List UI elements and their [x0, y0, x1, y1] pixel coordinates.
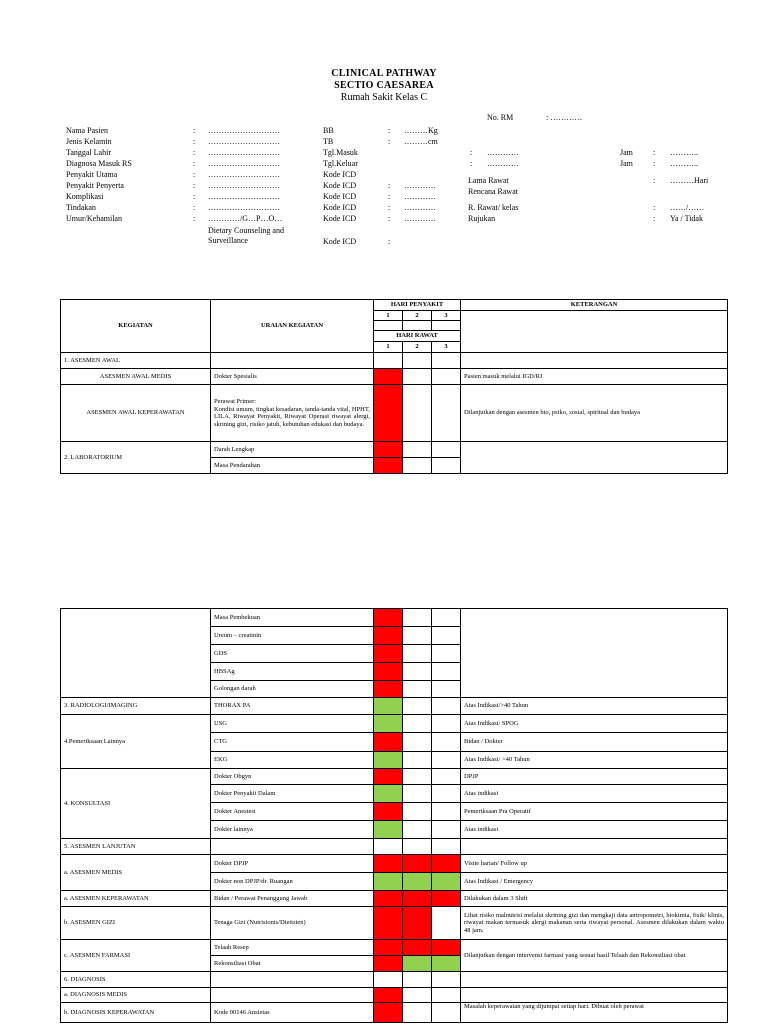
hospital-class: Rumah Sakit Kelas C [340, 92, 428, 103]
table-row [61, 609, 728, 627]
ket-ekg: Atas Indikasi/ >40 Tahun [461, 752, 728, 769]
kode-icd-label: Kode ICD [323, 214, 357, 223]
no-rm-label: No. RM [487, 113, 514, 122]
nama-pasien-field[interactable]: ……………………… [208, 126, 280, 135]
table-row [61, 769, 728, 785]
header-keterangan: KETERANGAN [461, 300, 728, 311]
masa-pendarahan: Masa Pendarahan [211, 458, 374, 474]
ureum-creatinin: Ureum – creatinin [211, 627, 374, 645]
tanggal-lahir-label: Tanggal Lahir [66, 148, 111, 157]
uraian-keperawatan [211, 385, 374, 442]
section-konsultasi: 4. KONSULTASI [61, 769, 211, 839]
penyakit-penyerta-label: Penyakit Penyerta [66, 181, 124, 190]
diagnosa-masuk-label: Diagnosa Masuk RS [66, 159, 132, 168]
pathway-table-top [60, 299, 728, 474]
day-cell-red [374, 442, 403, 458]
table-row [61, 698, 728, 715]
lama-rawat-label: Lama Rawat [468, 176, 509, 185]
kode-icd-label: Kode ICD [323, 181, 357, 190]
ket-gizi: Lihat risiko malnutrisi melalui skrining gizi dan mengkaji data antropometri, biokimia, fisik/ klinis, riwayat makan termasuk alergi makanan serta riwayat personal. Asesmen dilakukan dalam waktu 48 jam. [461, 907, 728, 940]
nama-pasien-label: Nama Pasien [66, 126, 108, 135]
ket-obgyn: DPJP [461, 769, 728, 785]
diagnosis-keperawatan: b. DIAGNOSIS KEPERAWATAN [61, 1003, 211, 1023]
umur-kehamilan-field[interactable]: …………/G…P…O… [208, 214, 283, 223]
masa-pembekuan: Masa Pembekuan [211, 609, 374, 627]
tb-label: TB [323, 137, 334, 146]
asesmen-farmasi: c. ASESMEN FARMASI [61, 940, 211, 972]
ket-bidan: Dilakukan dalam 3 Shift [461, 891, 728, 907]
dokter-non-dpjp: Dokter non DPJP/dr. Ruangan [211, 873, 374, 891]
day-3: 3 [432, 311, 461, 321]
ket-farmasi: Dilanjutkan dengan intervensi farmasi yang sesuai hasil Telaah dan Rekonsiliasi obat [461, 940, 728, 972]
table-row [61, 442, 728, 458]
jam-keluar-field[interactable]: ……….. [670, 159, 698, 168]
table-row [61, 369, 728, 385]
section-diagnosis: 6. DIAGNOSIS [61, 972, 211, 988]
tanggal-lahir-field[interactable]: ……………………… [208, 148, 280, 157]
asesmen-keperawatan: a. ASESMEN KEPERAWATAN [61, 891, 211, 907]
kode-icd-label: Kode ICD [323, 192, 357, 201]
day-cell-red [374, 458, 403, 474]
ket-anestesi: Pemeriksaan Pra Operatif [461, 803, 728, 821]
dokter-penyakit-dalam: Dokter Penyakit Dalam [211, 785, 374, 803]
document-title: CLINICAL PATHWAY [331, 68, 437, 79]
ket-thorax: Atas Indikasi/>40 Tahun [461, 698, 728, 715]
day-1: 1 [374, 342, 403, 353]
kode-icd-label: Kode ICD [323, 203, 357, 212]
section-radiologi: 3. RADIOLOGI/IMAGING [61, 698, 211, 715]
section-asesmen-awal: 1. ASESMEN AWAL [61, 353, 211, 369]
section-asesmen-lanjutan: 5. ASESMEN LANJUTAN [61, 839, 211, 855]
table-row [61, 839, 728, 855]
asesmen-awal-medis: ASESMEN AWAL MEDIS [61, 369, 211, 385]
bb-field[interactable]: ………Kg [404, 126, 438, 135]
diagnosis-medis: a. DIAGNOSIS MEDIS [61, 988, 211, 1003]
header-uraian: URAIAN KEGIATAN [211, 300, 374, 353]
header-hari-penyakit: HARI PENYAKIT [374, 300, 461, 311]
tindakan-label: Tindakan [66, 203, 96, 212]
table-row [61, 972, 728, 988]
penyakit-utama-label: Penyakit Utama [66, 170, 118, 179]
perawat-primer-label: Perawat Primer: [214, 398, 257, 405]
keterangan-medis: Pasien masuk melalui IGD/RJ [461, 369, 728, 385]
diagnosa-masuk-field[interactable]: ……………………… [208, 159, 280, 168]
kode-icd-field[interactable]: ………… [404, 181, 436, 190]
table-row [61, 385, 728, 442]
tgl-masuk-label: Tgl.Masuk [323, 148, 358, 157]
table-row [61, 1003, 728, 1023]
ket-usg: Atas Indikasi/ SPOG [461, 715, 728, 733]
table-row [61, 891, 728, 907]
komplikasi-field[interactable]: ……………………… [208, 192, 280, 201]
rujukan-field[interactable]: Ya / Tidak [670, 214, 703, 223]
asesmen-gizi: b. ASESMEN GIZI [61, 907, 211, 940]
kode-icd-field[interactable]: ………… [404, 203, 436, 212]
dokter-dpjp: Dokter DPJP [211, 855, 374, 873]
tgl-keluar-field[interactable]: ………… [487, 159, 519, 168]
jenis-kelamin-field[interactable]: ……………………… [208, 137, 280, 146]
jam-masuk-label: Jam [620, 148, 633, 157]
kode-icd-field[interactable]: ………… [404, 214, 436, 223]
table-row [61, 855, 728, 873]
gds: GDS [211, 645, 374, 663]
no-rm-value: : ………… [546, 113, 583, 122]
thorax-pa: THORAX PA [211, 698, 374, 715]
table-row [61, 940, 728, 956]
dietary-counseling-text: Dietary Counseling and Surveillance [208, 226, 284, 245]
ekg: EKG [211, 752, 374, 769]
ruang-rawat-field[interactable]: ……/…… [670, 203, 705, 212]
day-1: 1 [374, 311, 403, 321]
ket-lainnya: Atas indikasi [461, 821, 728, 839]
ket-diagnosis-kep: Masalah keperawatan yang dijumpai setiap hari. Dibuat oleh perawat [461, 1003, 728, 1023]
ket-ctg: Bidan / Dokter [461, 733, 728, 752]
kode-icd-field[interactable]: ………… [404, 192, 436, 201]
dokter-anestesi: Dokter Anestesi [211, 803, 374, 821]
ket-dpjp: Visite harian/ Follow up [461, 855, 728, 873]
jenis-kelamin-label: Jenis Kelamin [66, 137, 112, 146]
day-3: 3 [432, 342, 461, 353]
bb-label: BB [323, 126, 334, 135]
table-row [61, 907, 728, 940]
table-row [61, 988, 728, 1003]
header-kegiatan: KEGIATAN [61, 300, 211, 353]
rujukan-label: Rujukan [468, 214, 496, 223]
tindakan-field[interactable]: ……………………… [208, 203, 280, 212]
table-row [61, 715, 728, 733]
header-hari-rawat: HARI RAWAT [374, 331, 461, 342]
rekonsiliasi-obat: Rekonsiliasi Obat [211, 956, 374, 972]
komplikasi-label: Komplikasi [66, 192, 104, 201]
tenaga-gizi: Tenaga Gizi (Nutrisionis/Dietisien) [211, 907, 374, 940]
uraian-keperawatan-text: Kondisi umum, tingkat kesadaran, tanda-tanda vital, HPHT, LILA, Riwayat Penyakit, Riwayat Operasi riwayat alergi, skrining gizi, risiko jatuh, kebutuhan edukasi dan budaya. [214, 405, 370, 428]
umur-kehamilan-label: Umur/Kehamilan [66, 214, 122, 223]
telaah-resep: Telaah Resep [211, 940, 374, 956]
document-subtitle-procedure: SECTIO CAESAREA [334, 80, 434, 91]
penyakit-utama-field[interactable]: ……………………… [208, 170, 280, 179]
ruang-rawat-label: R. Rawat/ kelas [468, 203, 519, 212]
ctg: CTG [211, 733, 374, 752]
section-laboratorium: 2. LABORATORIUM [61, 442, 211, 474]
dokter-lainnya: Dokter lainnya [211, 821, 374, 839]
asesmen-medis: a. ASESMEN MEDIS [61, 855, 211, 891]
tgl-masuk-field[interactable]: ………… [487, 148, 519, 157]
day-2: 2 [403, 311, 432, 321]
golongan-darah: Golongan darah [211, 681, 374, 698]
tgl-keluar-label: Tgl.Keluar [323, 159, 358, 168]
kode-icd-label: Kode ICD [323, 237, 357, 246]
usg: USG [211, 715, 374, 733]
day-cell-red [374, 385, 403, 442]
kode-00146: Kode 00146 Ansietas [211, 1003, 374, 1023]
darah-lengkap: Darah Lengkap [211, 442, 374, 458]
ket-non-dpjp: Atas Indikasi / Emergency [461, 873, 728, 891]
pathway-table-bottom [60, 608, 728, 1023]
dokter-obgyn: Dokter Obgyn [211, 769, 374, 785]
table-row [61, 353, 728, 369]
rencana-rawat-label: Rencana Rawat [468, 187, 518, 196]
asesmen-awal-keperawatan: ASESMEN AWAL KEPERAWATAN [61, 385, 211, 442]
kode-icd-label: Kode ICD [323, 170, 357, 179]
penyakit-penyerta-field[interactable]: ……………………… [208, 181, 280, 190]
jam-keluar-label: Jam [620, 159, 633, 168]
tb-field[interactable]: ………cm [404, 137, 438, 146]
jam-masuk-field[interactable]: ……….. [670, 148, 698, 157]
dokter-spesialis: Dokter Spesialis [211, 369, 374, 385]
ket-penyakit-dalam: Atas indikasi [461, 785, 728, 803]
day-cell-red [374, 369, 403, 385]
day-2: 2 [403, 342, 432, 353]
bidan-perawat: Bidan / Perawat Penanggung Jawab [211, 891, 374, 907]
hbsag: HBSAg [211, 663, 374, 681]
keterangan-keperawatan: Dilanjutkan dengan asesmen bio, psiko, sosial, spiritual dan budaya [461, 385, 728, 442]
section-pemeriksaan-lainnya: 4.Pemeriksaan Lainnya [61, 715, 211, 769]
lama-rawat-field[interactable]: ………Hari [670, 176, 709, 185]
